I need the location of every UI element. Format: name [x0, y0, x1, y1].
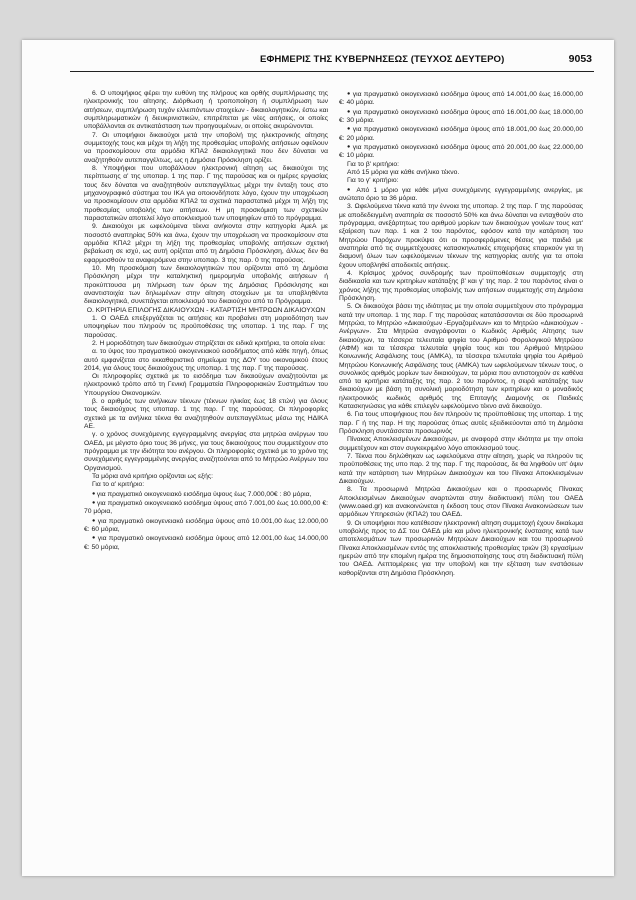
bullet-text: ● για πραγματικό οικογενειακό εισόδημα ύψους από 7.001,00 έως 10.000,00 €: 70 μόρια,	[84, 500, 328, 515]
paragraph: 2. Η μοριοδότηση των δικαιούχων στηρίζεται σε ειδικά κριτήρια, τα οποία είναι:	[92, 339, 326, 347]
paragraph: 6. Ο υποψήφιος φέρει την ευθύνη της πλήρους και ορθής συμπλήρωσης της ηλεκτρονικής του αίτησης. Διόρθωση ή τροποποίηση ή συμπλήρωση των αιτήσεων, συμπλήρωση τυχόν ελλειπόντων στοιχείων - δικαιολογητικών, έστω και συμπληρωματικών ή διευκρινιστικών, επιτρέπεται με νέες αιτήσεις, οι οποίες υποβάλλονται σε αντικατάσταση των προηγουμένων, οι οποίες ακυρώνονται.	[84, 90, 328, 131]
bullet-item	[339, 108, 583, 126]
bullet-item	[84, 499, 328, 517]
paragraph: 6. Για τους υποψήφιους που δεν πληρούν τις προϋποθέσεις της υποπαρ. 1 της παρ. Γ ή της παρ. Η της παρούσας όπως αυτές εξειδικεύονται από τη Δημόσια Πρόσκληση συντάσσεται προσωρινός	[339, 411, 583, 436]
paragraph: 9. Οι υποψήφιοι που κατέθεσαν ηλεκτρονική αίτηση συμμετοχή έχουν δικαίωμα υποβολής προς το ΔΣ του ΟΑΕΔ μία και μόνο ηλεκτρονικής ένστασης κατά των αποτελεσμάτων των προσωρινών Μητρώων Δικαιούχων και του προσωρινού Πίνακα Αποκλεισμένων εντός της αποκλειστικής προθεσμίας τριών (3) εργασίμων ημερών από την επομένη ημέρα της δημοσιοποίησης τους στη διαδικτυακή πύλη του ΟΑΕΔ. Λεπτομέρειες για την υποβολή και την εξέταση των ενστάσεων καθορίζονται στη Δημόσια Πρόσκληση.	[339, 519, 583, 577]
bullet-item	[339, 125, 583, 143]
bullet-text: ● για πραγματικό οικογενειακό εισόδημα ύψους από 18.001,00 έως 20.000,00 €: 20 μόρια.	[339, 126, 583, 141]
criterion-heading: Για το γ' κριτήριο:	[347, 177, 399, 185]
paragraph: 10. Μη προσκόμιση των δικαιολογητικών που ορίζονται από τη Δημόσια Πρόσκληση μέχρι την καταληκτική ημερομηνία υποβολής αιτήσεων ή προκύπτουσα μη πλήρωση των όρων της Δημόσιας Πρόσκλησης και αναντιστοιχία των δηλωμένων στην αίτηση στοιχείων με τα υποβληθέντα δικαιολογητικά, συνεπάγεται αποκλεισμό του δικαιούχου από το Πρόγραμμα.	[84, 264, 328, 306]
paragraph: Πίνακας Αποκλεισμένων Δικαιούχων, με αναφορά στην ιδιότητα με την οποία συμμετέχουν και στον συγκεκριμένο λόγο αποκλεισμού τους.	[339, 436, 583, 452]
bullet-text: ● για πραγματικό οικογενειακό εισόδημα ύψους από 14.001,00 έως 16.000,00 €: 40 μόρια.	[339, 91, 583, 106]
paragraph: 4. Κρίσιμος χρόνος συνδρομής των προϋποθέσεων συμμετοχής στη διαδικασία και των κριτηρίων κατάταξης β' και γ' της παρ. 2 του παρόντος είναι ο χρόνος λήξης της προθεσμίας υποβολής των αιτήσεων συμμετοχής στη Δημόσια Πρόσκληση.	[339, 269, 583, 302]
bullet-item	[84, 490, 328, 499]
paragraph: Τα μόρια ανά κριτήριο ορίζονται ως εξής:	[92, 473, 213, 481]
document-page	[22, 40, 614, 876]
right-column	[339, 90, 583, 578]
gazette-title: ΕΦΗΜΕΡΙΣ ΤΗΣ ΚΥΒΕΡΝΗΣΕΩΣ (ΤΕΥΧΟΣ ΔΕΥΤΕΡΟ)	[260, 54, 505, 65]
bullet-text: ● για πραγματικό οικογενειακό εισόδημα ύψους από 10.001,00 έως 12.000,00 €: 60 μόρια,	[84, 518, 328, 533]
paragraph: 7. Τέκνα που δηλώθηκαν ως ωφελούμενα στην αίτηση, χωρίς να πληρούν τις προϋποθέσεις της υπο παρ. 2 της παρ. Γ της παρούσας, δε θα ληφθούν υπ' όψιν κατά την κατάρτιση των Μητρώων Δικαιούχων και του Πίνακα Αποκλεισμένων Δικαιούχων.	[339, 453, 583, 486]
bullet-item	[339, 186, 583, 204]
paragraph: γ. ο χρόνος συνεχόμενης εγγεγραμμένης ανεργίας στα μητρώα ανέργων του ΟΑΕΔ, με μέγιστο όριο τους 36 μήνες, για τους δικαιούχους που συμμετέχουν στο πρόγραμμα με την ιδιότητα του ανέργου. Οι πληροφορίες σχετικά με το χρόνο της συνεχόμενης εγγεγραμμένης ανεργίας αναζητούνται από το Μητρώο Ανέργων του Οργανισμού.	[84, 431, 328, 472]
criterion-heading: Για το β' κριτήριο:	[347, 160, 400, 168]
bullet-item	[339, 143, 583, 161]
bullet-item	[84, 534, 328, 552]
paragraph: α. το ύψος του πραγματικού οικογενειακού εισοδήματος από κάθε πηγή, όπως αυτό εμφανίζεται στο εκκαθαριστικό σημείωμα της ΔΟΥ του οικονομικού έτους 2014, για όλους τους δικαιούχους της υποπαρ. 1 της παρ. Γ της παρούσας.	[84, 348, 328, 372]
bullet-text: ● για πραγματικό οικογενειακό εισόδημα ύψους έως 7.000,00€ : 80 μόρια,	[92, 491, 311, 498]
paragraph: 7. Οι υποψήφιοι δικαιούχοι μετά την υποβολή της ηλεκτρονικής αίτησης συμμετοχής τους και μέχρι τη λήξη της προθεσμίας υποβολής αιτήσεων οφείλουν να προσκομίσουν στα αρμόδια ΚΠΑ2 δικαιολογητικά που δεν δύναται να αναζητηθούν αυτεπαγγέλτως, ως η Δημόσια Πρόσκληση ορίζει.	[84, 131, 328, 164]
bullet-text: ● για πραγματικό οικογενειακό εισόδημα ύψους από 12.001,00 έως 14.000,00 €: 50 μόρια,	[84, 535, 328, 550]
paragraph: 8. Τα προσωρινά Μητρώα Δικαιούχων και ο προσωρινός Πίνακας Αποκλεισμένων Δικαιούχων αναρτώνται στην διαδικτυακή πύλη του ΟΑΕΔ (www.oaed.gr) και ανακοινώνεται η έκδοση τους στον Πίνακα Ανακοινώσεων των αρμόδιων Υπηρεσιών (ΚΠΑ2) του ΟΑΕΔ.	[339, 486, 583, 519]
paragraph: 3. Ωφελούμενα τέκνα κατά την έννοια της υποπαρ. 2 της παρ. Γ της παρούσας με αποδεδειγμένη αναπηρία σε ποσοστό 50% και άνω δύναται να ενταχθούν στο πρόγραμμα, ανεξάρτητως του αριθμού μορίων των δικαιούχων γονέων τους κατ' εξαίρεση των παρ. 1 και 2 του παρόντος, εφόσον κατά την κατάρτιση του Μητρώου Παρόχων προκύψει ότι οι προσφερόμενες θέσεις για παιδιά με αναπηρία από τις συμμετέχουσες κατασκηνωτικές επιχειρήσεις επαρκούν για τη διαμονή όλων των ωφελούμενων τέκνων της κατηγορίας αυτής για τα οποία έχουν υποβληθεί αποδεκτές αιτήσεις.	[339, 203, 583, 269]
criterion-heading: Για το α' κριτήριο:	[92, 481, 145, 489]
page-number: 9053	[568, 53, 592, 65]
section-heading: Ο. ΚΡΙΤΗΡΙΑ ΕΠΙΛΟΓΗΣ ΔΙΚΑΙΟΥΧΩΝ - ΚΑΤΑΡΤΙΣΗ ΜΗΤΡΩΩΝ ΔΙΚΑΙΟΥΧΩΝ	[86, 306, 326, 314]
paragraph: Από 15 μόρια για κάθε ανήλικο τέκνο.	[347, 168, 460, 176]
page-header	[70, 53, 594, 72]
paragraph: 5. Οι δικαιούχοι βάσει της ιδιότητας με την οποία συμμετέχουν στο πρόγραμμα κατά την υποπαρ. 1 της παρ. Γ της παρούσας κατατάσσονται σε δύο προσωρινά Μητρώα, το Μητρώο «Δικαιούχων -Εργαζομένων» και το Μητρώο «Δικαιούχων - Ανέργων». Στα Μητρώα αναγράφονται ο Κωδικός Αριθμός Αίτησης των δικαιούχων, τα τέσσερα τελευταία ψηφία του Αριθμού Φορολογικού Μητρώου (ΑΦΜ) και τα τέσσερα τελευταία ψηφία τους και του Αριθμού Μητρώου Κοινωνικής Ασφάλισης τους (ΑΜΚΑ), τα τέσσερα τελευταία ψηφία του Αριθμού Μητρώου Κοινωνικής Ασφάλισης τους (ΑΜΚΑ) των ωφελούμενων τέκνων τους, ο συνολικός αριθμός μορίων των δικαιούχων, τα μόρια που αντιστοιχούν σε καθένα από τα κριτήρια κατάταξης της παρ. 2 του παρόντος, η σειρά κατάταξης των δικαιούχων με βάση τη συνολική μοριοδότηση των κριτηρίων και ο μοναδικός ηλεκτρονικός κωδικός αριθμός της Επιταγής Διαμονής σε Παιδικές Κατασκηνώσεις για κάθε επιλεγέν ωφελούμενο τέκνο ανά δικαιούχο.	[339, 303, 583, 411]
paragraph: 9. Δικαιούχοι με ωφελούμενα τέκνα ανήκοντα στην κατηγορία ΑμεΑ με ποσοστό αναπηρίας 50% και άνω, έχουν την υποχρέωση να προσκομίσουν στα αρμόδια ΚΠΑ2 μέχρι τη λήξη της προθεσμίας υποβολής αιτήσεων σχετική βεβαίωση σε ισχύ, ως αυτή ορίζεται από τη Δημόσια Πρόσκληση, άλλως δεν θα εφαρμοσθούν τα αναφερόμενα στην υποπαρ. 3 της παρ. 0 της παρούσας.	[84, 223, 328, 264]
paragraph: 1. Ο ΟΑΕΔ επεξεργάζεται τις αιτήσεις και προβαίνει στη μοριοδότηση των υποψηφίων που πληρούν τις προϋποθέσεις της υποπαρ. 1 της παρ. Γ της παρούσας.	[84, 314, 328, 339]
bullet-text: ● για πραγματικό οικογενειακό εισόδημα ύψους από 16.001,00 έως 18.000,00 €: 30 μόρια.	[339, 109, 583, 124]
bullet-text: ● Από 1 μόριο για κάθε μήνα συνεχόμενης εγγεγραμμένης ανεργίας, με ανώτατο όριο τα 36 μόρια.	[339, 187, 583, 202]
paragraph: 8. Υποψήφιοι που υποβάλλουν ηλεκτρονική αίτηση ως δικαιούχοι της περίπτωσης α' της υποπαρ. 1 της παρ. Γ της παρούσας και οι ημέρες εργασίας τους δεν δύναται να αναζητηθούν αυτεπαγγέλτως μέχρι την ένταξη τους στο μηχανογραφικό σύστημα του ΙΚΑ για οποιονδήποτε λόγο, έχουν την υποχρέωση να προσκομίσουν στα αρμόδια ΚΠΑ2 τα σχετικά παραστατικά μέχρι τη λήξη της προθεσμίας υποβολής των αιτήσεων. Η μη προσκόμιση των σχετικών παραστατικών αποτελεί λόγο αποκλεισμού των υποψηφίων από το πρόγραμμα.	[84, 164, 328, 222]
paragraph: Οι πληροφορίες σχετικά με το εισόδημα των δικαιούχων αναζητούνται με ηλεκτρονικό τρόπο από τη Γενική Γραμματεία Πληροφοριακών Συστημάτων του Υπουργείου Οικονομικών.	[84, 373, 328, 397]
left-column	[84, 90, 328, 552]
paragraph: β. ο αριθμός των ανήλικων τέκνων (τέκνων ηλικίας έως 18 ετών) για όλους τους δικαιούχους της υποπαρ. 1 της παρ. Γ της παρούσας. Οι πληροφορίες σχετικά με τα ανήλικα τέκνα θα αναζητηθούν αυτεπαγγέλτως μέσω της ΗΔΙΚΑ ΑΕ.	[84, 398, 328, 431]
bullet-item	[84, 517, 328, 535]
bullet-text: ● για πραγματικό οικογενειακό εισόδημα ύψους από 20.001,00 έως 22.000,00 €: 10 μόρια.	[339, 144, 583, 159]
bullet-item	[339, 90, 583, 108]
